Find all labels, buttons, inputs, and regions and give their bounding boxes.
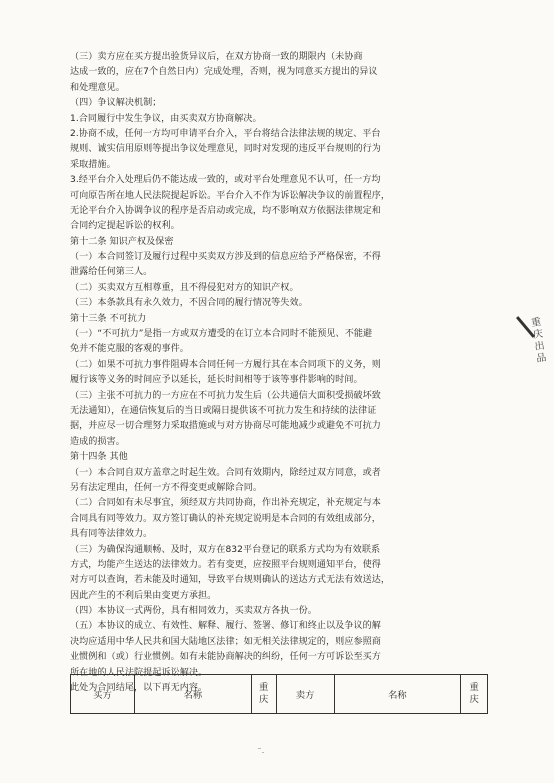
place-char: 重	[259, 682, 269, 693]
margin-note-text: 重庆出品	[527, 316, 546, 366]
contract-text-line: 第十四条 其他	[70, 452, 128, 463]
contract-text-line: （一）本合同自双方盖章之时起生效。合同有效期内，除经过双方同意，或者	[70, 467, 381, 478]
contract-page-body	[70, 50, 490, 696]
contract-text-line: 造成的损害。	[70, 436, 125, 447]
contract-text-line: （二）合同如有未尽事宜，须经双方共同协商，作出补充规定，补充规定与本	[70, 498, 381, 509]
place-char: 庆	[259, 694, 269, 705]
contract-text-line: 无法通知），在通信恢复后的当日或隔日提供该不可抗力发生和持续的法律证	[70, 405, 377, 416]
seller-label-cell: 卖方	[276, 675, 334, 714]
contract-text-line: （四）本协议一式两份，具有相同效力，买卖双方各执一份。	[70, 606, 317, 617]
contract-text-line: （三）本条款具有永久效力，不因合同的履行情况等失效。	[70, 298, 308, 309]
contract-text-line: （二）买卖双方互相尊重，且不得侵犯对方的知识产权。	[70, 282, 299, 293]
contract-text-line: 采取措施。	[70, 159, 116, 170]
scan-speck	[262, 752, 264, 753]
contract-text-line: 此处为合同结尾，以下再无内容。	[70, 683, 208, 694]
margin-handwritten-note	[520, 316, 546, 428]
contract-text-line: （一）“不可抗力”是指一方或双方遭受的在订立本合同时不能预见、不能避	[70, 329, 373, 340]
contract-text-line: 第十三条 不可抗力	[70, 313, 147, 324]
contract-text-line: 业惯例和（或）行业惯例。如有未能协商解决的纠纷，任何一方可诉讼至买方	[70, 652, 381, 663]
contract-text-line: （一）本合同签订及履行过程中买卖双方涉及到的信息应给予严格保密，不得	[70, 252, 381, 263]
contract-text-line: 据，并应尽一切合理努力采取措施或与对方协商尽可能地减少或避免不可抗力	[70, 421, 381, 432]
contract-text-line: 2.协商不成，任何一方均可申请平台介入，平台将结合法律法规的规定、平台	[70, 128, 381, 139]
contract-text-line: 规则、诚实信用原则等提出争议处理意见，同时对发现的违反平台规则的行为	[70, 144, 381, 155]
contract-text-line: 3.经平台介入处理后仍不能达成一致的，或对平台处理意见不认可，任一方均	[70, 175, 381, 186]
scan-speck	[258, 748, 261, 749]
contract-text-line: 免并不能克服的客观的事件。	[70, 344, 189, 355]
contract-text-line: （三）主张不可抗力的一方应在不可抗力发生后（公共通信大面积受损破坏致	[70, 390, 381, 401]
contract-text-line: （三）为确保沟通顺畅、及时，双方在832平台登记的联系方式均为有效联系	[70, 544, 381, 555]
contract-text-line: 另有法定理由，任何一方不得变更或解除合同。	[70, 482, 263, 493]
contract-text-line: 合同具有同等效力。双方签订确认的补充规定说明是本合同的有效组成部分，	[70, 513, 381, 524]
contract-text-line: 第十二条 知识产权及保密	[70, 236, 174, 247]
buyer-name-label-cell: 名称	[134, 675, 251, 714]
seller-place-cell	[461, 675, 488, 714]
contract-text-line: 1.合同履行中发生争议，由买卖双方协商解决。	[70, 113, 262, 124]
contract-text-line: 履行该等义务的时间应予以延长，延长时间相等于该等事件影响的时间。	[70, 375, 363, 386]
contract-text-line: 因此产生的不利后果由变更方承担。	[70, 590, 217, 601]
buyer-place-cell	[251, 675, 276, 714]
place-char: 重	[469, 682, 479, 693]
contract-text-line: 合同约定提起诉讼的权利。	[70, 221, 180, 232]
buyer-label-cell: 买方	[71, 675, 135, 714]
contract-text-line: （三）卖方应在买方提出验货异议后，在双方协商一致的期限内（未协商	[70, 52, 363, 62]
contract-text-line: 方式，均能产生送达的法律效力。若有变更，应按照平台规则通知平台，使得	[70, 559, 381, 570]
contract-text-line: 泄露给任何第三人。	[70, 267, 153, 278]
contract-text-line: 对方可以查询，若未能及时通知，导致平台规则确认的送达方式无法有效送达，	[70, 575, 391, 586]
contract-text-line: （四）争议解决机制；	[70, 98, 162, 109]
contract-text-line: 达成一致的，应在7个自然日内）完成处理，否则，视为同意买方提出的异议	[70, 67, 378, 78]
contract-text-line: 所在地的人民法院提起诉讼解决。	[70, 667, 208, 678]
contract-text-line: 决均应适用中华人民共和国大陆地区法律；如无相关法律规定的，则应参照商	[70, 636, 381, 647]
contract-text-line: 无论平台介入协调争议的程序是否启动或完成，均不影响双方依据法律规定和	[70, 205, 381, 216]
contract-text-line: 和处理意见。	[70, 82, 125, 93]
contract-text-line: （五）本协议的成立、有效性、解释、履行、签署、修订和终止以及争议的解	[70, 621, 381, 632]
signature-table	[70, 674, 488, 714]
contract-text-line: 具有同等法律效力。	[70, 529, 153, 540]
contract-text-line: 可向原告所在地人民法院提起诉讼。平台介入不作为诉讼解决争议的前置程序，	[70, 190, 391, 201]
seller-name-label-cell: 名称	[334, 675, 461, 714]
contract-text-line: （二）如果不可抗力事件阻碍本合同任何一方履行其在本合同项下的义务，则	[70, 359, 381, 370]
place-char: 庆	[469, 694, 479, 705]
